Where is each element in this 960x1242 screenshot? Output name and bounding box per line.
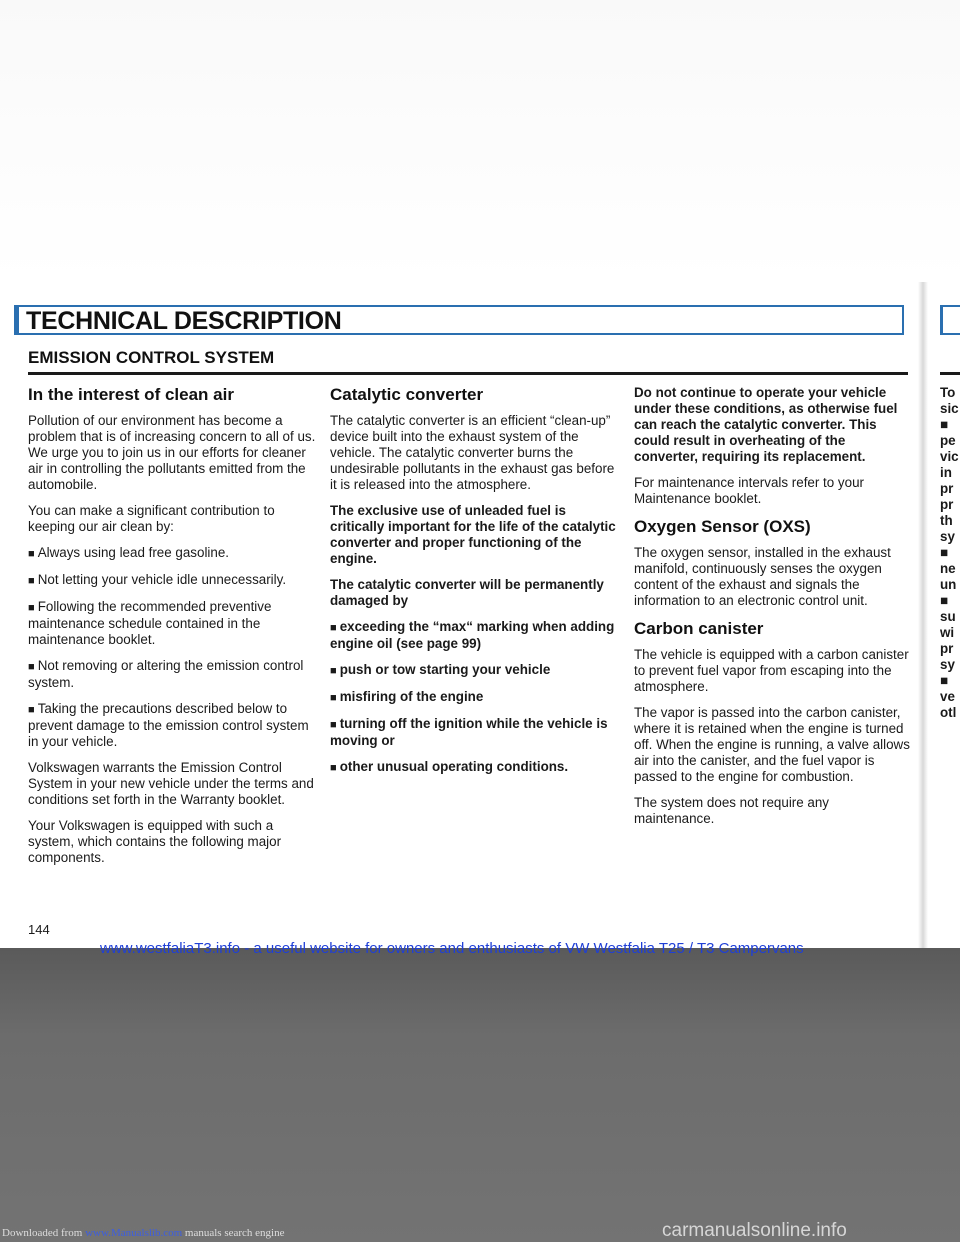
heading-oxygen-sensor: Oxygen Sensor (OXS) bbox=[634, 517, 811, 536]
paragraph: The vehicle is equipped with a carbon canister to prevent fuel vapor from escaping into the atmosphere. bbox=[634, 647, 909, 694]
bullet-item: ■ Following the recommended preventive maintenance schedule contained in the maintenance booklet. bbox=[28, 599, 320, 648]
edge-fragment: ve bbox=[940, 689, 955, 704]
edge-fragment: sy bbox=[940, 657, 955, 672]
bullet-item: ■ turning off the ignition while the vehicle is moving or bbox=[330, 716, 616, 749]
edge-fragment: ne bbox=[940, 561, 956, 576]
edge-fragment: ■ bbox=[940, 545, 949, 560]
column-3 bbox=[634, 385, 910, 837]
website-banner[interactable]: www.westfaliaT3.info - a useful website for owners and enthusiasts of VW Westfalia T25 / T3 Campervans bbox=[100, 940, 804, 957]
section-title: EMISSION CONTROL SYSTEM bbox=[28, 348, 275, 367]
edge-fragment: sy bbox=[940, 529, 955, 544]
paragraph: You can make a significant contribution to keeping our air clean by: bbox=[28, 503, 275, 534]
bullet-item: ■ push or tow starting your vehicle bbox=[330, 662, 616, 679]
edge-fragment: To bbox=[940, 385, 956, 400]
download-prefix: Downloaded from bbox=[2, 1227, 83, 1239]
watermark: carmanualsonline.info bbox=[662, 1220, 847, 1241]
edge-fragment: pr bbox=[940, 497, 954, 512]
bullet-item: ■ Taking the precautions described below to prevent damage to the emission control system in your vehicle. bbox=[28, 701, 320, 750]
edge-fragment: in bbox=[940, 465, 952, 480]
heading-clean-air: In the interest of clean air bbox=[28, 385, 234, 404]
paragraph: The vapor is passed into the carbon canister, where it is retained when the engine is turned off. When the engine is running, a valve allows air into the canister, and the fuel vapor is passed to the engine for combustion. bbox=[634, 705, 910, 784]
edge-fragment: vic bbox=[940, 449, 959, 464]
next-page-rule bbox=[940, 372, 960, 375]
bullet-item: ■ Not letting your vehicle idle unnecessarily. bbox=[28, 572, 320, 589]
section-rule bbox=[28, 372, 908, 375]
edge-fragment: pr bbox=[940, 641, 954, 656]
bullet-item: ■ other unusual operating conditions. bbox=[330, 759, 616, 776]
edge-fragment: th bbox=[940, 513, 953, 528]
page-spine bbox=[918, 282, 928, 948]
manualslib-link[interactable]: www.Manualslib.com bbox=[85, 1227, 183, 1239]
bullet-item: ■ Always using lead free gasoline. bbox=[28, 545, 320, 562]
download-suffix: manuals search engine bbox=[184, 1227, 285, 1239]
edge-fragment: un bbox=[940, 577, 957, 592]
heading-catalytic-converter: Catalytic converter bbox=[330, 385, 484, 404]
bold-paragraph: The exclusive use of unleaded fuel is critically important for the life of the catalytic converter and proper functioning of the engine. bbox=[330, 503, 616, 566]
bold-paragraph: Do not continue to operate your vehicle under these conditions, as otherwise fuel can reach the catalytic converter. This could result in overheating of the converter, requiring its replacement. bbox=[634, 385, 898, 464]
bullet-item: ■ Not removing or altering the emission control system. bbox=[28, 658, 320, 691]
edge-fragment: otl bbox=[940, 705, 957, 720]
paragraph: The oxygen sensor, installed in the exhaust manifold, continuously senses the oxygen content of the exhaust and signals the information to an electronic control unit. bbox=[634, 545, 891, 608]
edge-fragment: ■ bbox=[940, 673, 949, 688]
edge-fragment: su bbox=[940, 609, 956, 624]
page-number: 144 bbox=[28, 922, 50, 937]
bold-paragraph: The catalytic converter will be permanently damaged by bbox=[330, 577, 604, 608]
scan-margin-top bbox=[0, 0, 960, 282]
paragraph: Volkswagen warrants the Emission Control System in your new vehicle under the terms and conditions set forth in the Warranty booklet. bbox=[28, 760, 314, 807]
bullet-item: ■ exceeding the “max“ marking when adding engine oil (see page 99) bbox=[330, 619, 616, 652]
edge-fragment: wi bbox=[940, 625, 955, 640]
edge-fragment: pr bbox=[940, 481, 954, 496]
edge-fragment: ■ bbox=[940, 593, 949, 608]
download-source-line bbox=[2, 1227, 284, 1239]
paragraph: Pollution of our environment has become a problem that is of increasing concern to all of us. We urge you to join us in our efforts for cleaner air in controlling the pollutants emitted from the automobile. bbox=[28, 413, 316, 492]
next-page-header-frame bbox=[940, 305, 960, 335]
paragraph: The system does not require any maintenance. bbox=[634, 795, 830, 826]
bullet-item: ■ misfiring of the engine bbox=[330, 689, 616, 706]
paragraph: Your Volkswagen is equipped with such a system, which contains the following major components. bbox=[28, 818, 282, 865]
next-page-fragments bbox=[940, 385, 960, 721]
column-2 bbox=[330, 385, 616, 786]
heading-carbon-canister: Carbon canister bbox=[634, 619, 764, 638]
paragraph: For maintenance intervals refer to your Maintenance booklet. bbox=[634, 475, 864, 506]
edge-fragment: ■ bbox=[940, 417, 949, 432]
paragraph: The catalytic converter is an efficient “clean-up” device built into the exhaust system of the vehicle. The catalytic converter burns the undesirable pollutants in the exhaust gas before it is released into the atmosphere. bbox=[330, 413, 615, 492]
page-title: TECHNICAL DESCRIPTION bbox=[26, 307, 342, 335]
edge-fragment: sic bbox=[940, 401, 959, 416]
scan-margin-bottom bbox=[0, 948, 960, 1242]
edge-fragment: pe bbox=[940, 433, 956, 448]
column-1 bbox=[28, 385, 320, 876]
